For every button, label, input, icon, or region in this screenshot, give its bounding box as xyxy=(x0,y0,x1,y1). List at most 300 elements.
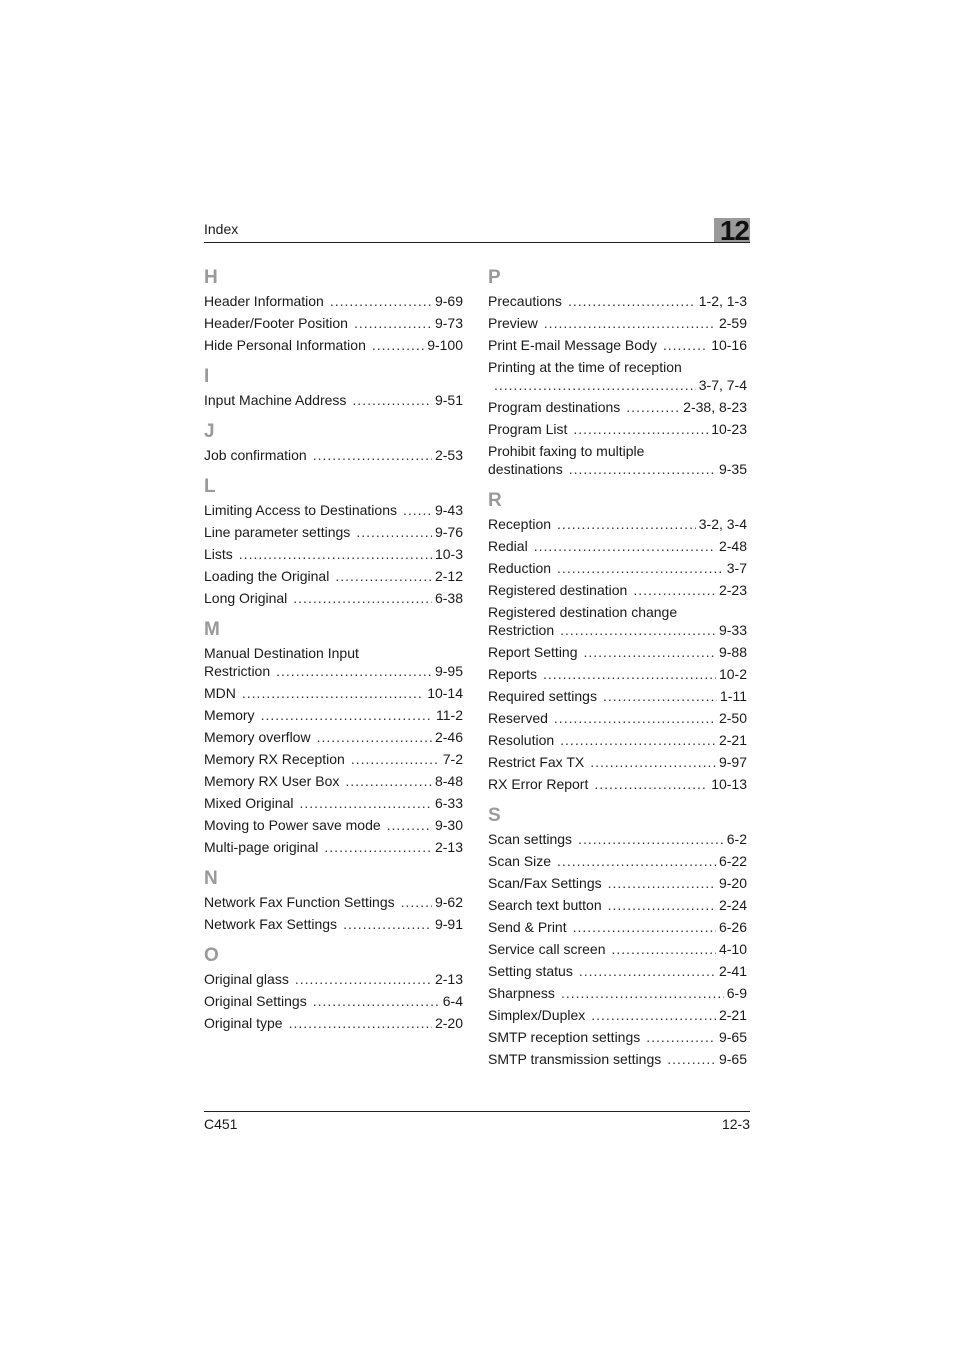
dot-leader xyxy=(261,706,433,724)
entry-line xyxy=(488,460,747,478)
dot-leader xyxy=(626,398,680,416)
section-letter: R xyxy=(488,490,502,511)
entry-term: Program destinations xyxy=(488,399,621,415)
entry-term: Hide Personal Information xyxy=(204,337,366,353)
index-section xyxy=(488,802,747,1072)
index-section xyxy=(204,264,463,358)
dot-leader xyxy=(335,567,432,585)
entry-page: 2-53 xyxy=(434,447,463,463)
dot-leader xyxy=(343,915,432,933)
index-entry xyxy=(488,1006,747,1028)
entry-line xyxy=(204,970,463,988)
dot-leader xyxy=(387,816,432,834)
index-entry xyxy=(204,970,463,992)
entry-page: 2-38, 8-23 xyxy=(683,399,747,415)
index-section xyxy=(488,487,747,797)
entry-term: Simplex/Duplex xyxy=(488,1007,586,1023)
entry-term: Send & Print xyxy=(488,919,567,935)
index-entry xyxy=(204,706,463,728)
entry-term: Sharpness xyxy=(488,985,555,1001)
entry-term: MDN xyxy=(204,685,236,701)
dot-leader xyxy=(403,501,432,519)
entry-page: 9-97 xyxy=(718,754,747,770)
entry-page: 1-11 xyxy=(720,688,747,704)
index-entry xyxy=(488,775,747,797)
index-entry xyxy=(488,314,747,336)
entry-term: Memory overflow xyxy=(204,729,311,745)
index-entry xyxy=(488,358,747,398)
index-section xyxy=(204,363,463,413)
entry-page: 9-76 xyxy=(434,524,463,540)
entry-page: 2-13 xyxy=(434,839,463,855)
entry-line xyxy=(488,753,747,771)
entry-line xyxy=(204,893,463,911)
entry-term: Prohibit faxing to multiple xyxy=(488,443,645,459)
entry-page: 2-13 xyxy=(434,971,463,987)
entry-page: 3-7, 7-4 xyxy=(698,377,747,393)
entry-page: 10-3 xyxy=(434,546,463,562)
entry-term: Resolution xyxy=(488,732,555,748)
entry-line xyxy=(488,709,747,727)
entry-page: 6-33 xyxy=(434,795,463,811)
dot-leader xyxy=(594,775,708,793)
entry-line xyxy=(204,706,463,724)
entry-line xyxy=(488,376,747,394)
index-entry xyxy=(204,728,463,750)
entry-term: Limiting Access to Destinations xyxy=(204,502,397,518)
entry-line xyxy=(204,728,463,746)
index-column-right xyxy=(488,262,747,1072)
entry-term: Manual Destination Input xyxy=(204,645,359,661)
dot-leader xyxy=(313,446,432,464)
index-entry xyxy=(488,874,747,896)
entry-page: 9-91 xyxy=(434,916,463,932)
entry-page: 2-59 xyxy=(718,315,747,331)
entry-line xyxy=(204,992,463,1010)
dot-leader xyxy=(646,1028,716,1046)
entry-page: 6-38 xyxy=(434,590,463,606)
index-entry xyxy=(204,501,463,523)
dot-leader xyxy=(324,838,432,856)
dot-leader xyxy=(276,662,432,680)
entry-term: Mixed Original xyxy=(204,795,294,811)
entry-page: 9-88 xyxy=(718,644,747,660)
entry-line xyxy=(488,358,747,376)
index-entry xyxy=(488,896,747,918)
index-entry xyxy=(204,314,463,336)
footer-model: C451 xyxy=(204,1116,238,1132)
entry-line xyxy=(204,391,463,409)
entry-page: 9-33 xyxy=(718,622,747,638)
index-entry xyxy=(488,852,747,874)
section-letter: L xyxy=(204,476,216,497)
entry-line xyxy=(488,643,747,661)
entry-term: Original glass xyxy=(204,971,289,987)
entry-term: Preview xyxy=(488,315,538,331)
index-entry xyxy=(204,992,463,1014)
dot-leader xyxy=(317,728,432,746)
entry-line xyxy=(488,398,747,416)
dot-leader xyxy=(663,336,708,354)
index-entry xyxy=(488,731,747,753)
index-entry xyxy=(488,918,747,940)
entry-page: 9-100 xyxy=(427,337,463,353)
entry-term: Reception xyxy=(488,516,552,532)
index-entry xyxy=(204,523,463,545)
index-entry xyxy=(488,665,747,687)
entry-line xyxy=(204,794,463,812)
entry-line xyxy=(204,838,463,856)
entry-page: 1-2, 1-3 xyxy=(698,293,747,309)
index-entry xyxy=(204,391,463,413)
entry-line xyxy=(488,775,747,793)
entry-line xyxy=(204,772,463,790)
entry-page: 10-2 xyxy=(718,666,747,682)
entry-line xyxy=(488,918,747,936)
entry-page: 2-21 xyxy=(718,1007,747,1023)
entry-line xyxy=(488,1050,747,1068)
index-entry xyxy=(204,589,463,611)
entry-term: Loading the Original xyxy=(204,568,330,584)
index-section xyxy=(204,418,463,468)
dot-leader xyxy=(561,984,724,1002)
index-entry xyxy=(488,603,747,643)
index-section xyxy=(488,264,747,482)
entry-term: Scan settings xyxy=(488,831,573,847)
entry-term: Registered destination change xyxy=(488,604,678,620)
index-entry xyxy=(488,830,747,852)
index-entry xyxy=(488,984,747,1006)
entry-page: 2-46 xyxy=(434,729,463,745)
index-entry xyxy=(204,838,463,860)
entry-line xyxy=(204,545,463,563)
entry-line xyxy=(488,665,747,683)
index-entry xyxy=(204,545,463,567)
entry-line xyxy=(488,896,747,914)
dot-leader xyxy=(590,753,716,771)
index-entry xyxy=(204,446,463,468)
entry-term: Printing at the time of reception xyxy=(488,359,682,375)
dot-leader xyxy=(293,589,432,607)
index-entry xyxy=(204,915,463,937)
dot-leader xyxy=(569,460,716,478)
entry-page: 10-23 xyxy=(711,421,747,437)
index-entry xyxy=(204,750,463,772)
dot-leader xyxy=(568,292,696,310)
index-entry xyxy=(488,398,747,420)
dot-leader xyxy=(356,523,432,541)
entry-term: Print E-mail Message Body xyxy=(488,337,657,353)
entry-line xyxy=(204,292,463,310)
index-entry xyxy=(204,644,463,684)
entry-term: Memory RX Reception xyxy=(204,751,345,767)
entry-term: Moving to Power save mode xyxy=(204,817,381,833)
entry-term: Precautions xyxy=(488,293,562,309)
entry-line xyxy=(204,501,463,519)
index-entry xyxy=(488,515,747,537)
dot-leader xyxy=(352,391,432,409)
entry-term: Lists xyxy=(204,546,233,562)
index-entry xyxy=(488,336,747,358)
dot-leader xyxy=(534,537,716,555)
entry-page: 9-43 xyxy=(434,502,463,518)
entry-term: Service call screen xyxy=(488,941,606,957)
index-entry xyxy=(204,893,463,915)
entry-line xyxy=(488,852,747,870)
index-entry xyxy=(204,292,463,314)
entry-line xyxy=(488,559,747,577)
dot-leader xyxy=(573,420,708,438)
chapter-badge xyxy=(714,215,750,246)
entry-page: 6-9 xyxy=(726,985,747,1001)
dot-leader xyxy=(633,581,716,599)
entry-term: SMTP reception settings xyxy=(488,1029,641,1045)
entry-term: Scan Size xyxy=(488,853,552,869)
entry-line xyxy=(488,962,747,980)
index-entry xyxy=(488,687,747,709)
entry-term: Restriction xyxy=(204,663,271,679)
entry-page: 10-16 xyxy=(711,337,747,353)
entry-line xyxy=(488,874,747,892)
entry-page: 2-23 xyxy=(718,582,747,598)
entry-term: Header/Footer Position xyxy=(204,315,348,331)
entry-page: 9-73 xyxy=(434,315,463,331)
entry-line xyxy=(204,589,463,607)
index-entry xyxy=(488,1028,747,1050)
section-letter: P xyxy=(488,267,501,288)
entry-term: Original Settings xyxy=(204,993,307,1009)
entry-page: 7-2 xyxy=(442,751,463,767)
entry-line xyxy=(204,662,463,680)
page-footer xyxy=(204,1111,750,1136)
entry-term: Reduction xyxy=(488,560,552,576)
entry-page: 9-62 xyxy=(434,894,463,910)
index-entry xyxy=(488,581,747,603)
entry-line xyxy=(204,446,463,464)
index-entry xyxy=(488,292,747,314)
entry-term: Reports xyxy=(488,666,538,682)
dot-leader xyxy=(299,794,431,812)
entry-page: 9-51 xyxy=(434,392,463,408)
entry-line xyxy=(488,830,747,848)
dot-leader xyxy=(239,545,432,563)
dot-leader xyxy=(608,896,716,914)
dot-leader xyxy=(401,893,432,911)
entry-page: 2-12 xyxy=(434,568,463,584)
entry-term: Header Information xyxy=(204,293,324,309)
entry-term: Scan/Fax Settings xyxy=(488,875,602,891)
entry-page: 4-10 xyxy=(718,941,747,957)
entry-term: Memory RX User Box xyxy=(204,773,340,789)
entry-page: 2-41 xyxy=(718,963,747,979)
entry-page: 10-14 xyxy=(427,685,463,701)
entry-page: 9-35 xyxy=(718,461,747,477)
entry-page: 2-20 xyxy=(434,1015,463,1031)
entry-line xyxy=(204,523,463,541)
dot-leader xyxy=(608,874,716,892)
entry-line xyxy=(488,581,747,599)
entry-line xyxy=(204,816,463,834)
index-section xyxy=(204,616,463,860)
index-entry xyxy=(204,684,463,706)
entry-line xyxy=(204,915,463,933)
entry-line xyxy=(488,621,747,639)
entry-term: Registered destination xyxy=(488,582,628,598)
entry-page: 9-20 xyxy=(718,875,747,891)
entry-term: Required settings xyxy=(488,688,597,704)
dot-leader xyxy=(603,687,717,705)
dot-leader xyxy=(295,970,432,988)
entry-page: 2-48 xyxy=(718,538,747,554)
entry-line xyxy=(204,644,463,662)
section-letter: H xyxy=(204,267,218,288)
dot-leader xyxy=(591,1006,716,1024)
entry-page: 3-2, 3-4 xyxy=(698,516,747,532)
entry-page: 6-2 xyxy=(726,831,747,847)
section-letter: N xyxy=(204,868,218,889)
entry-line xyxy=(204,567,463,585)
dot-leader xyxy=(351,750,440,768)
dot-leader xyxy=(584,643,716,661)
index-column-left xyxy=(204,262,463,1036)
index-entry xyxy=(204,336,463,358)
entry-page: 2-24 xyxy=(718,897,747,913)
section-letter: I xyxy=(204,366,210,387)
entry-term: Memory xyxy=(204,707,255,723)
dot-leader xyxy=(543,665,716,683)
dot-leader xyxy=(560,731,716,749)
index-entry xyxy=(488,1050,747,1072)
index-entry xyxy=(488,753,747,775)
dot-leader xyxy=(289,1014,432,1032)
dot-leader xyxy=(557,559,724,577)
entry-term: Report Setting xyxy=(488,644,578,660)
dot-leader xyxy=(578,830,724,848)
entry-line xyxy=(488,292,747,310)
page-header xyxy=(204,215,750,246)
entry-line xyxy=(488,420,747,438)
dot-leader xyxy=(560,621,716,639)
dot-leader xyxy=(557,852,716,870)
entry-term: Restriction xyxy=(488,622,555,638)
entry-line xyxy=(488,1028,747,1046)
dot-leader xyxy=(313,992,440,1010)
entry-term: Restrict Fax TX xyxy=(488,754,585,770)
index-entry xyxy=(488,559,747,581)
index-entry xyxy=(488,940,747,962)
entry-line xyxy=(488,442,747,460)
index-section xyxy=(204,865,463,937)
entry-term: Setting status xyxy=(488,963,573,979)
index-entry xyxy=(488,709,747,731)
entry-page: 2-50 xyxy=(718,710,747,726)
index-entry xyxy=(204,567,463,589)
entry-line xyxy=(488,1006,747,1024)
dot-leader xyxy=(579,962,716,980)
index-entry xyxy=(488,537,747,559)
index-entry xyxy=(204,794,463,816)
entry-term: Network Fax Settings xyxy=(204,916,338,932)
entry-page: 10-13 xyxy=(711,776,747,792)
entry-line xyxy=(488,687,747,705)
entry-term: Reserved xyxy=(488,710,548,726)
section-letter: M xyxy=(204,619,220,640)
dot-leader xyxy=(667,1050,716,1068)
entry-line xyxy=(488,537,747,555)
dot-leader xyxy=(612,940,716,958)
index-entry xyxy=(204,816,463,838)
entry-line xyxy=(488,336,747,354)
entry-line xyxy=(488,940,747,958)
entry-page: 8-48 xyxy=(434,773,463,789)
entry-page: 9-69 xyxy=(434,293,463,309)
dot-leader xyxy=(242,684,424,702)
entry-page: 9-30 xyxy=(434,817,463,833)
dot-leader xyxy=(354,314,432,332)
entry-term: Program List xyxy=(488,421,568,437)
entry-page: 9-65 xyxy=(718,1029,747,1045)
index-entry xyxy=(488,420,747,442)
dot-leader xyxy=(372,336,424,354)
entry-term: Line parameter settings xyxy=(204,524,351,540)
index-section xyxy=(204,942,463,1036)
entry-line xyxy=(488,603,747,621)
index-entry xyxy=(488,962,747,984)
entry-term: SMTP transmission settings xyxy=(488,1051,662,1067)
entry-line xyxy=(488,984,747,1002)
entry-term: Redial xyxy=(488,538,528,554)
dot-leader xyxy=(557,515,696,533)
entry-page: 6-4 xyxy=(442,993,463,1009)
footer-page-number: 12-3 xyxy=(721,1116,750,1132)
index-entry xyxy=(204,772,463,794)
index-section xyxy=(204,473,463,611)
entry-page: 9-95 xyxy=(434,663,463,679)
entry-line xyxy=(204,684,463,702)
entry-term: RX Error Report xyxy=(488,776,589,792)
index-entry xyxy=(204,1014,463,1036)
entry-line xyxy=(488,515,747,533)
dot-leader xyxy=(573,918,716,936)
entry-line xyxy=(204,314,463,332)
entry-term: Original type xyxy=(204,1015,283,1031)
entry-term: Long Original xyxy=(204,590,288,606)
entry-line xyxy=(488,731,747,749)
entry-term: destinations xyxy=(488,461,563,477)
entry-page: 2-21 xyxy=(718,732,747,748)
dot-leader xyxy=(554,709,716,727)
index-entry xyxy=(488,643,747,665)
entry-line xyxy=(204,750,463,768)
dot-leader xyxy=(330,292,432,310)
dot-leader xyxy=(345,772,432,790)
section-letter: O xyxy=(204,945,219,966)
entry-page: 6-26 xyxy=(718,919,747,935)
entry-line xyxy=(204,336,463,354)
chapter-number: 12 xyxy=(719,215,749,246)
dot-leader xyxy=(494,376,696,394)
entry-term: Input Machine Address xyxy=(204,392,347,408)
entry-line xyxy=(488,314,747,332)
entry-page: 9-65 xyxy=(718,1051,747,1067)
dot-leader xyxy=(544,314,716,332)
entry-term: Multi-page original xyxy=(204,839,319,855)
index-entry xyxy=(488,442,747,482)
entry-page: 11-2 xyxy=(436,707,463,723)
entry-term: Search text button xyxy=(488,897,602,913)
entry-page: 6-22 xyxy=(718,853,747,869)
section-letter: S xyxy=(488,805,501,826)
